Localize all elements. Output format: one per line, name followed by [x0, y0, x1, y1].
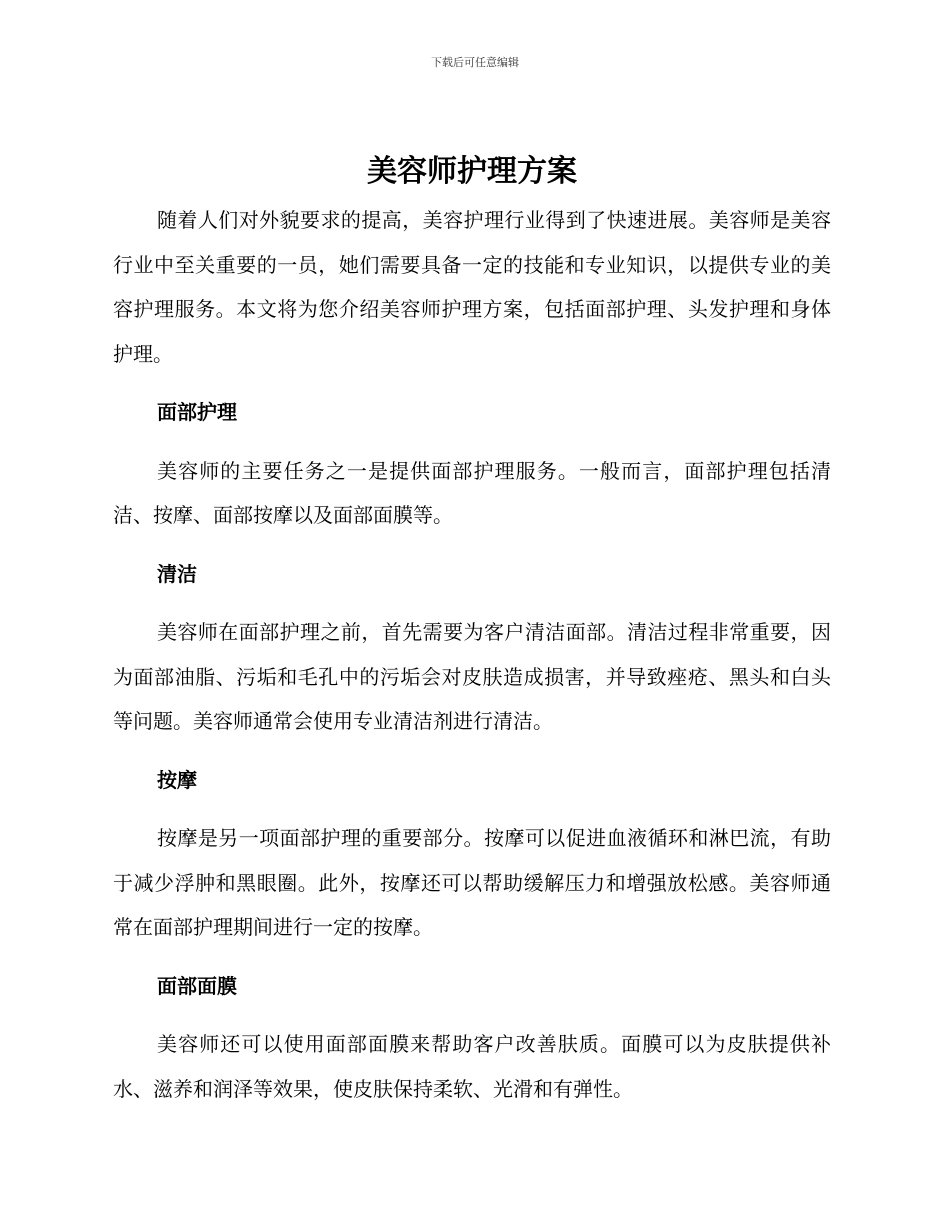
- section-heading-facial-care: 面部护理: [157, 400, 237, 424]
- section-heading-cleansing: 清洁: [157, 561, 197, 586]
- section-body-massage: 按摩是另一项面部护理的重要部分。按摩可以促进血液循环和淋巴流，有助于减少浮肿和黑眼圈。此外，按摩还可以帮助缓解压力和增强放松感。美容师通常在面部护理期间进行一定的按摩。: [113, 826, 831, 939]
- document-content: [113, 150, 831, 1111]
- intro-paragraph: 随着人们对外貌要求的提高，美容护理行业得到了快速进展。美容师是美容行业中至关重要的一员，她们需要具备一定的技能和专业知识，以提供专业的美容护理服务。本文将为您介绍美容师护理方案，包括面部护理、头发护理和身体护理。: [113, 208, 831, 366]
- document-title: 美容师护理方案: [367, 154, 577, 189]
- section-heading-massage: 按摩: [157, 767, 197, 792]
- section-body-facial-care: 美容师的主要任务之一是提供面部护理服务。一般而言，面部护理包括清洁、按摩、面部按摩以及面部面膜等。: [113, 458, 831, 527]
- section-heading-face-mask: 面部面膜: [157, 973, 237, 998]
- section-body-cleansing: 美容师在面部护理之前，首先需要为客户清洁面部。清洁过程非常重要，因为面部油脂、污垢和毛孔中的污垢会对皮肤造成损害，并导致痤疮、黑头和白头等问题。美容师通常会使用专业清洁剂进行清洁。: [113, 620, 831, 733]
- section-body-face-mask: 美容师还可以使用面部面膜来帮助客户改善肤质。面膜可以为皮肤提供补水、滋养和润泽等效果，使皮肤保持柔软、光滑和有弹性。: [113, 1032, 831, 1101]
- header-note: 下载后可任意编辑: [431, 56, 519, 69]
